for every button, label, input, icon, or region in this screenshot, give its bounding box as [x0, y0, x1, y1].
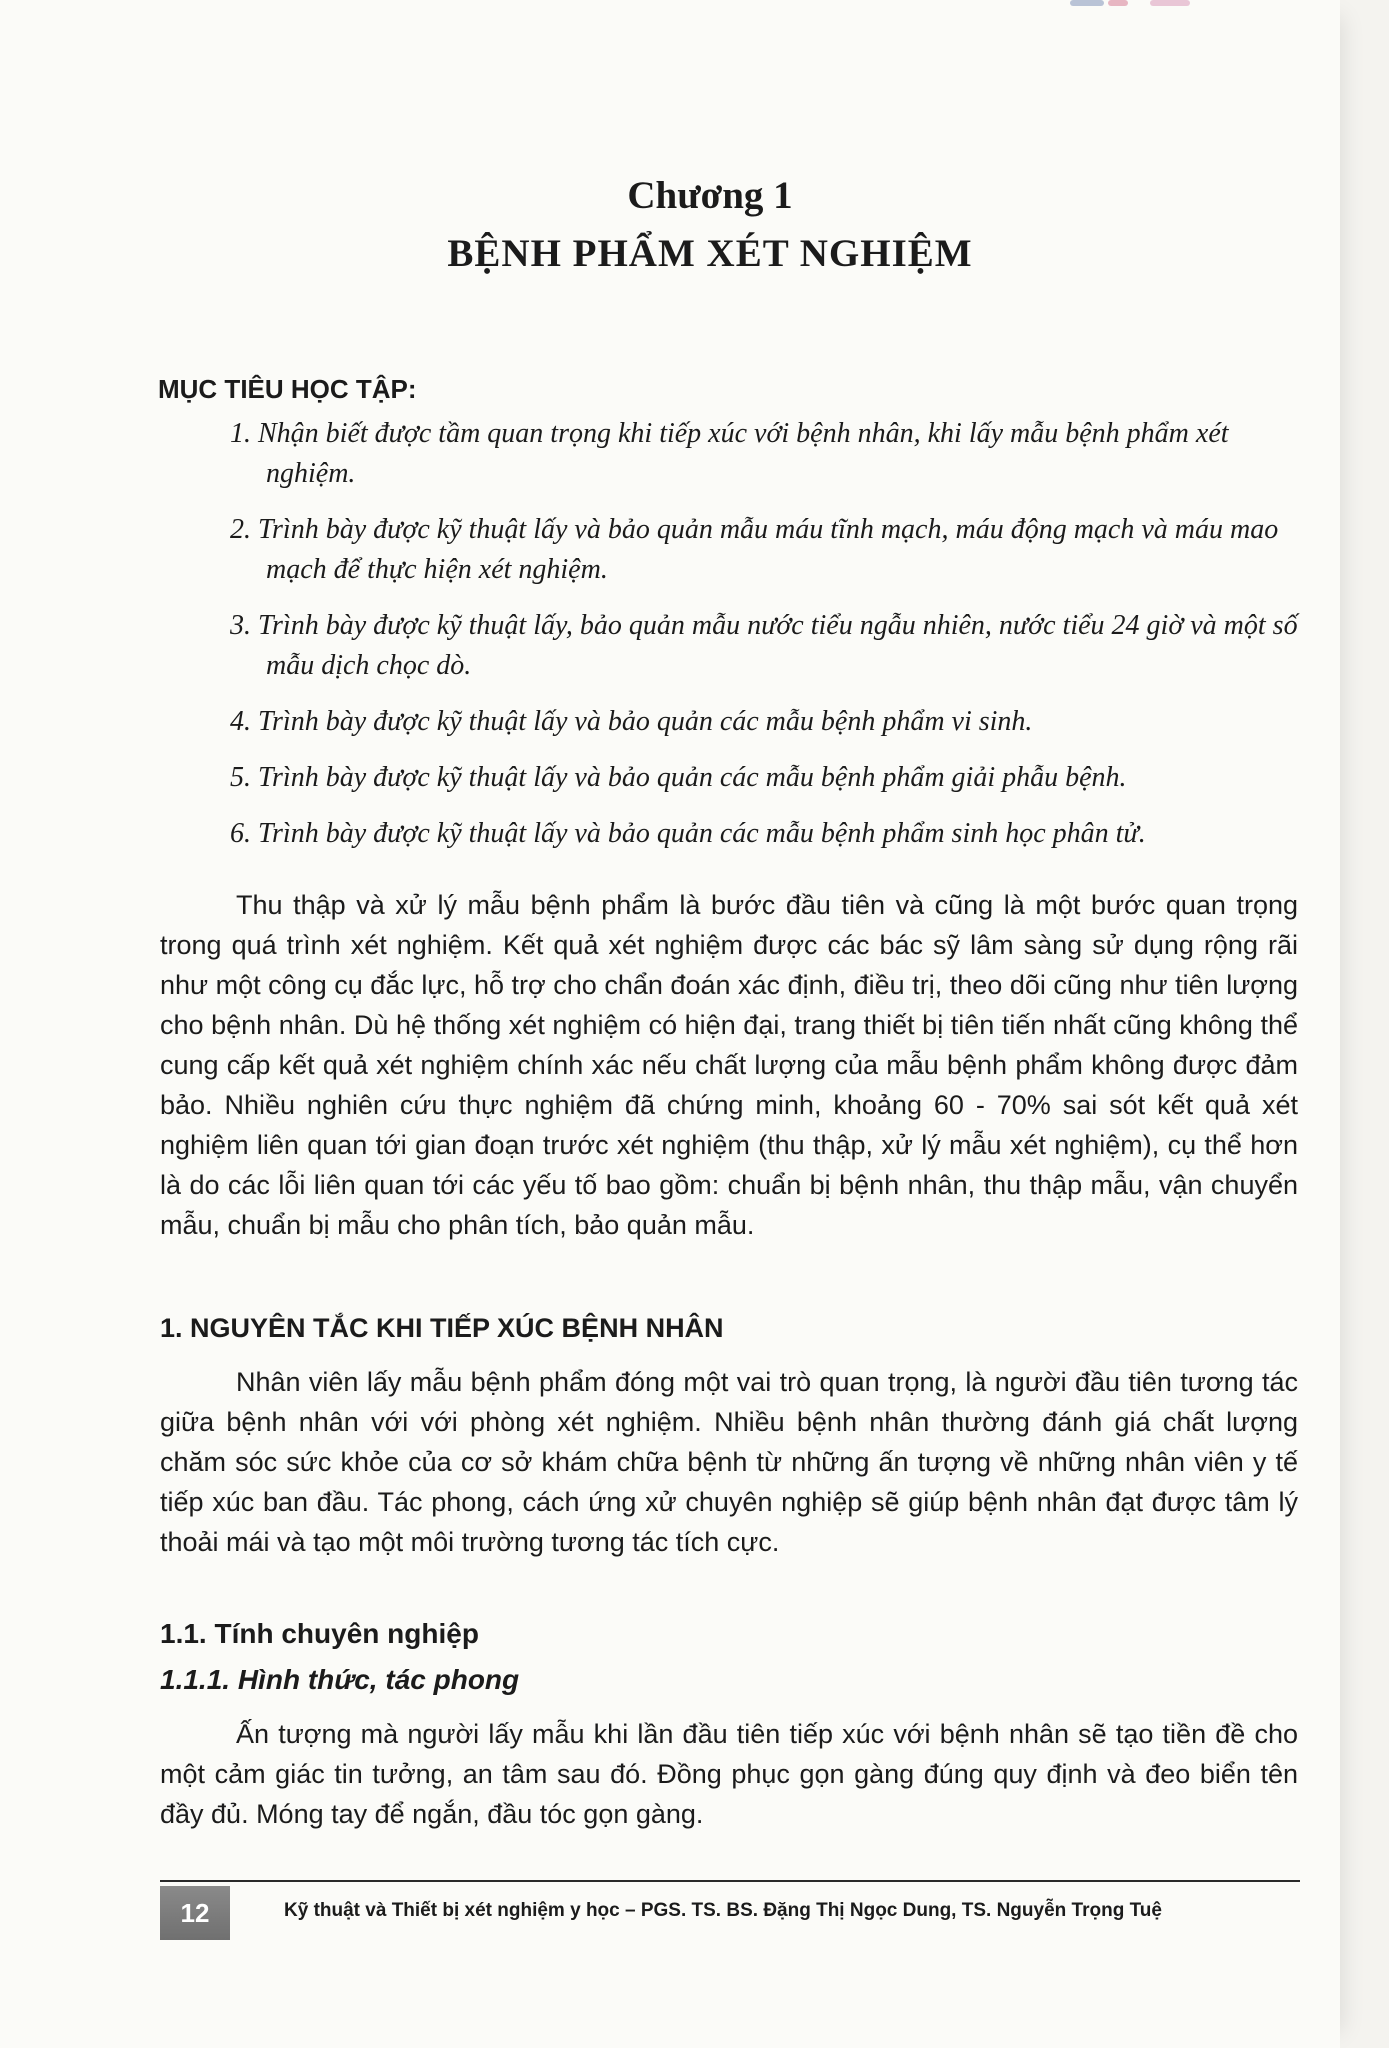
objective-item: 5. Trình bày được kỹ thuật lấy và bảo quản các mẫu bệnh phẩm giải phẫu bệnh.	[230, 762, 1127, 793]
section-heading: 1. NGUYÊN TẮC KHI TIẾP XÚC BỆNH NHÂN	[160, 1313, 724, 1343]
subsubsection-heading: 1.1.1. Hình thức, tác phong	[160, 1664, 520, 1695]
objective-item: 4. Trình bày được kỹ thuật lấy và bảo quản các mẫu bệnh phẩm vi sinh.	[230, 706, 1033, 737]
objective-item: 3. Trình bày được kỹ thuật lấy, bảo quản mẫu nước tiểu ngẫu nhiên, nước tiểu 24 giờ và một số mẫu dịch chọc dò.	[230, 610, 1298, 681]
intro-paragraph: Thu thập và xử lý mẫu bệnh phẩm là bước đầu tiên và cũng là một bước quan trọng trong quá trình xét nghiệm. Kết quả xét nghiệm được các bác sỹ lâm sàng sử dụng rộng rãi như một công cụ đắc lực, hỗ trợ cho chẩn đoán xác định, điều trị, theo dõi cũng như tiên lượng cho bệnh nhân. Dù hệ thống xét nghiệm có hiện đại, trang thiết bị tiên tiến nhất cũng không thể cung cấp kết quả xét nghiệm chính xác nếu chất lượng của mẫu bệnh phẩm không được đảm bảo. Nhiều nghiên cứu thực nghiệm đã chứng minh, khoảng 60 - 70% sai sót kết quả xét nghiệm liên quan tới gian đoạn trước xét nghiệm (thu thập, xử lý mẫu xét nghiệm), cụ thể hơn là do các lỗi liên quan tới các yếu tố bao gồm: chuẩn bị bệnh nhân, thu thập mẫu, vận chuyển mẫu, chuẩn bị mẫu cho phân tích, bảo quản mẫu.	[160, 890, 1298, 1240]
objective-item: 2. Trình bày được kỹ thuật lấy và bảo quản mẫu máu tĩnh mạch, máu động mạch và máu mao mạch để thực hiện xét nghiệm.	[230, 514, 1279, 585]
chapter-number: Chương 1	[627, 174, 793, 217]
subsubsection-paragraph: Ấn tượng mà người lấy mẫu khi lần đầu tiên tiếp xúc với bệnh nhân sẽ tạo tiền đề cho một cảm giác tin tưởng, an tâm sau đó. Đồng phục gọn gàng đúng quy định và đeo biển tên đầy đủ. Móng tay để ngắn, đầu tóc gọn gàng.	[160, 1719, 1298, 1829]
chapter-title: BỆNH PHẨM XÉT NGHIỆM	[447, 232, 973, 275]
objectives-list	[230, 414, 1300, 870]
objective-item: 6. Trình bày được kỹ thuật lấy và bảo quản các mẫu bệnh phẩm sinh học phân tử.	[230, 818, 1146, 849]
subsection-heading: 1.1. Tính chuyên nghiệp	[160, 1618, 479, 1649]
scan-edge-marks	[1070, 0, 1190, 8]
section-paragraph: Nhân viên lấy mẫu bệnh phẩm đóng một vai trò quan trọng, là người đầu tiên tương tác giữa bệnh nhân với với phòng xét nghiệm. Nhiều bệnh nhân thường đánh giá chất lượng chăm sóc sức khỏe của cơ sở khám chữa bệnh từ những ấn tượng về những nhân viên y tế tiếp xúc ban đầu. Tác phong, cách ứng xử chuyên nghiệp sẽ giúp bệnh nhân đạt được tâm lý thoải mái và tạo một môi trường tương tác tích cực.	[160, 1367, 1298, 1557]
footer-divider	[160, 1880, 1300, 1882]
footer-citation: Kỹ thuật và Thiết bị xét nghiệm y học – PGS. TS. BS. Đặng Thị Ngọc Dung, TS. Nguyễn Trọng Tuệ	[284, 1900, 1162, 1921]
objective-item: 1. Nhận biết được tầm quan trọng khi tiếp xúc với bệnh nhân, khi lấy mẫu bệnh phẩm xét nghiệm.	[230, 418, 1229, 489]
objectives-heading: MỤC TIÊU HỌC TẬP:	[158, 374, 417, 404]
page-number-box	[160, 1886, 230, 1940]
page-number: 12	[180, 1897, 210, 1928]
